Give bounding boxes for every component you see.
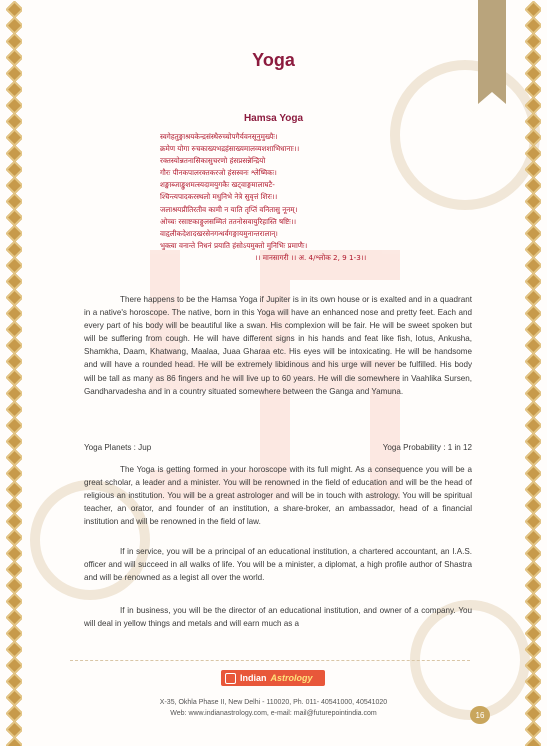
verse-line: क्रमेण योगा रुचकाख्यभद्रहंसाख्यमालव्यशशाभिधानाः।। xyxy=(160,144,300,154)
section-title: Hamsa Yoga xyxy=(243,113,304,124)
yoga-info-row xyxy=(84,441,472,454)
page-title: Yoga xyxy=(252,50,295,70)
verse-line: श्चिन्त्यपादकरस्थलो मधुनिभे नेत्रे सुवृत्तं शिरः।। xyxy=(160,192,278,202)
paragraph-business: If in business, you will be the director of an educational institution, and owner of a company. You will deal in yellow things and metals and will earn much as a xyxy=(84,606,472,629)
verse-line: जलाश्रयप्रीतिरतीव कामी न याति तृप्तिं वनितासु नूनम्। xyxy=(160,204,298,214)
paragraph-consequence: The Yoga is getting formed in your horoscope with its full might. As a consequence you will be a great scholar, a leader and a minister. You will be renowned in the field of education and will be the head of religious an institution. You will be a great astrologer and will be in touch with astrology. You will be spiritual teacher, an orator, and founder of an institution, a share-broker, an ambassador, head of a financial institution and will be renowned in the field of law. xyxy=(84,465,472,527)
footer-contact: Web: www.indianastrology.com, e-mail: mail@futurepointindia.com xyxy=(170,710,377,717)
paragraph-service: If in service, you will be a principal of an educational institution, a chartered accountant, an I.A.S. officer and will succeed in all walks of life. You will be a minister, a diplomat, a high profile author of Shastra and will be renowned as a legist all over the world. xyxy=(84,547,472,583)
left-border-ornament xyxy=(6,0,22,746)
verse-line: भुक्त्वा वनान्ते निधनं प्रयाति हंसोऽयमुक्तो मुनिभिः प्रमाणैः। xyxy=(160,240,308,250)
sanskrit-verses xyxy=(160,131,420,264)
verse-line: रक्तस्योन्नतनासिकासुचरणो हंसप्रसन्नेन्द्रियो xyxy=(160,156,266,166)
logo-mark-icon xyxy=(225,673,236,684)
verse-line: गौरः पीनकपालरक्तकरजो हंसस्वनः श्लेष्मिकः। xyxy=(160,168,277,178)
footer-divider xyxy=(70,660,470,661)
bookmark-ribbon xyxy=(478,0,506,92)
indian-astrology-logo: Indian Astrology xyxy=(221,670,325,686)
paragraph-hamsa-description: There happens to be the Hamsa Yoga if Jupiter is in its own house or is exalted and in a quadrant in a native's horoscope. The native, born in this Yoga will have an enhanced nose and pretty feet. Each and every part of his body will be beautiful like a swan. His complexion will be fair. He will be sweet spoken but will be suffering from cough. He will have different signs in his hands and feat like fish, lotus, Ankusha, Shamkha, Daam, Khatwang, Maalaa, Juaa Gharaa etc. His eyes will be intoxicating. He will be handsome and will have a rounded head. He will be extremely libidinous and his urge will never be fulfilled. His body will be tall as many as 86 fingers and he will live up to 60 years. He will die somewhere in Vaahlika Sursen, Gandharvadesha and in a country situated somewhere between the Ganga and Yamuna. xyxy=(84,295,472,396)
right-border-ornament xyxy=(525,0,541,746)
verse-line: वाहृलीकदेशादखरसेनगन्धर्वगङ्गायमुनान्तरालान्। xyxy=(160,228,278,238)
verse-line: स्वगेहतुङ्गाश्रयकेन्द्रसंस्थैरुच्चोपगैर्यवनसूनुमुख्यैः। xyxy=(160,132,278,141)
footer-address: X-35, Okhla Phase II, New Delhi - 110020, Ph. 011- 40541000, 40541020 xyxy=(159,699,388,706)
yoga-probability: Yoga Probability : 1 in 12 xyxy=(382,443,472,452)
border-diamond-icon xyxy=(525,736,541,746)
page-number: 16 xyxy=(470,706,490,724)
border-diamond-icon xyxy=(6,736,22,746)
yoga-planets: Yoga Planets : Jup xyxy=(84,443,152,452)
verse-line: ओच्चः रसाष्टकाङ्गुलसम्मितं ततनोसवायुरिहास्ति षष्टिः।। xyxy=(160,216,297,226)
verse-citation: ।। मानसागरी ।। अ. 4/श्लोक 2, 9 1-3।। xyxy=(255,252,367,262)
verse-line: शङ्खाब्जाङ्कुशमत्स्यदामयुगकैः खट्वाङ्गमालाघटै- xyxy=(160,180,275,190)
